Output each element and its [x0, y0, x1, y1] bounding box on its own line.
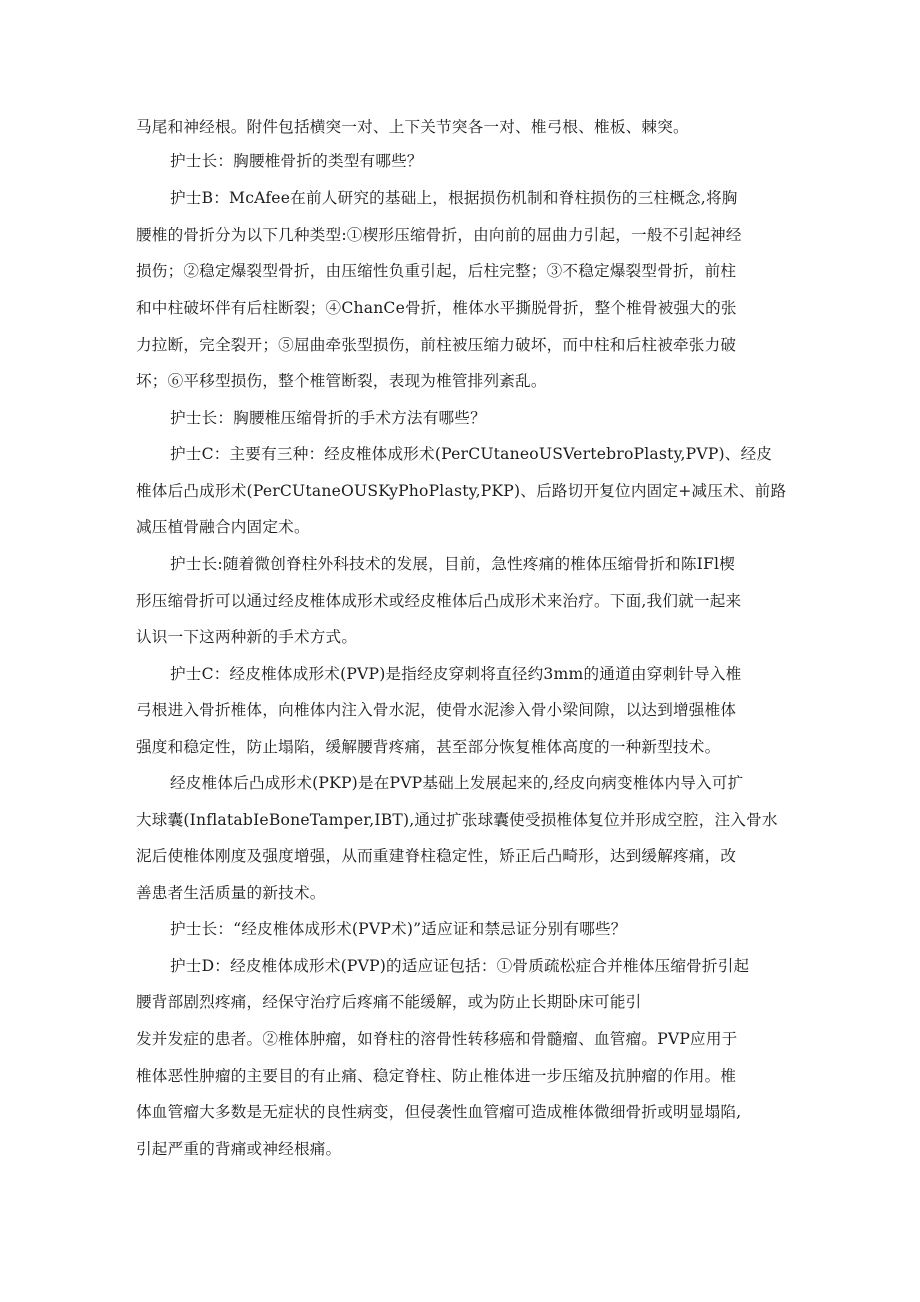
text-line: 和中柱破坏伴有后柱断裂；④ChanCe骨折，椎体水平撕脱骨折，整个椎骨被强大的张: [136, 299, 737, 317]
text-line: 大球囊(InflatabIeBoneTamper,IBT),通过扩张球囊使受损椎体复位并形成空腔，注入骨水: [136, 811, 778, 829]
text-line: 认识一下这两种新的手术方式。: [136, 628, 358, 646]
text-line: 善患者生活质量的新技术。: [136, 884, 326, 902]
text-line: 护士长:随着微创脊柱外科技术的发展，目前，急性疼痛的椎体压缩骨折和陈IFl楔: [170, 555, 736, 573]
text-line: 护士B：McAfee在前人研究的基础上，根据损伤机制和脊柱损伤的三柱概念,将胸: [170, 189, 738, 207]
text-line: 泥后使椎体刚度及强度增强，从而重建脊柱稳定性，矫正后凸畸形，达到缓解疼痛，改: [136, 847, 737, 865]
text-line: 护士C：主要有三种：经皮椎体成形术(PerCUtaneoUSVertebroPlasty,PVP)、经皮: [170, 445, 773, 463]
text-line: 力拉断，完全裂开；⑤屈曲牵张型损伤，前柱被压缩力破坏，而中柱和后柱被牵张力破: [136, 336, 737, 354]
text-line: 腰背部剧烈疼痛，经保守治疗后疼痛不能缓解，或为防止长期卧床可能引: [136, 993, 642, 1011]
text-line: 经皮椎体后凸成形术(PKP)是在PVP基础上发展起来的,经皮向病变椎体内导入可扩: [170, 774, 744, 792]
text-line: 护士C：经皮椎体成形术(PVP)是指经皮穿刺将直径约3mm的通道由穿刺针导入椎: [170, 665, 742, 683]
text-line: 腰椎的骨折分为以下几种类型:①楔形压缩骨折，由向前的屈曲力引起，一般不引起神经: [136, 226, 742, 244]
text-line: 体血管瘤大多数是无症状的良性病变，但侵袭性血管瘤可造成椎体微细骨折或明显塌陷,: [136, 1103, 742, 1121]
text-line: 坏；⑥平移型损伤，整个椎管断裂，表现为椎管排列紊乱。: [136, 372, 547, 390]
text-line: 护士长：“经皮椎体成形术(PVP术)”适应证和禁忌证分别有哪些？: [170, 920, 627, 938]
text-line: 护士长：胸腰椎压缩骨折的手术方法有哪些？: [170, 409, 486, 427]
text-line: 护士D：经皮椎体成形术(PVP)的适应证包括：①骨质疏松症合并椎体压缩骨折引起: [170, 957, 750, 975]
text-line: 椎体恶性肿瘤的主要目的有止痛、稳定脊柱、防止椎体进一步压缩及抗肿瘤的作用。椎: [136, 1067, 737, 1085]
text-line: 椎体后凸成形术(PerCUtaneOUSKyPhoPlasty,PKP)、后路切开复位内固定+减压术、前路: [136, 482, 787, 500]
text-line: 引起严重的背痛或神经根痛。: [136, 1140, 342, 1158]
text-line: 形压缩骨折可以通过经皮椎体成形术或经皮椎体后凸成形术来治疗。下面,我们就一起来: [136, 592, 742, 610]
text-line: 强度和稳定性，防止塌陷，缓解腰背疼痛，甚至部分恢复椎体高度的一种新型技术。: [136, 738, 721, 756]
text-line: 马尾和神经根。附件包括横突一对、上下关节突各一对、椎弓根、椎板、棘突。: [136, 118, 689, 136]
text-line: 发并发症的患者。②椎体肿瘤，如脊柱的溶骨性转移癌和骨髓瘤、血管瘤。PVP应用于: [136, 1030, 738, 1048]
text-line: 弓根进入骨折椎体，向椎体内注入骨水泥，使骨水泥渗入骨小梁间隙，以达到增强椎体: [136, 701, 737, 719]
text-line: 损伤；②稳定爆裂型骨折，由压缩性负重引起，后柱完整；③不稳定爆裂型骨折，前柱: [136, 262, 737, 280]
text-line: 减压植骨融合内固定术。: [136, 518, 310, 536]
text-line: 护士长：胸腰椎骨折的类型有哪些？: [170, 152, 423, 170]
